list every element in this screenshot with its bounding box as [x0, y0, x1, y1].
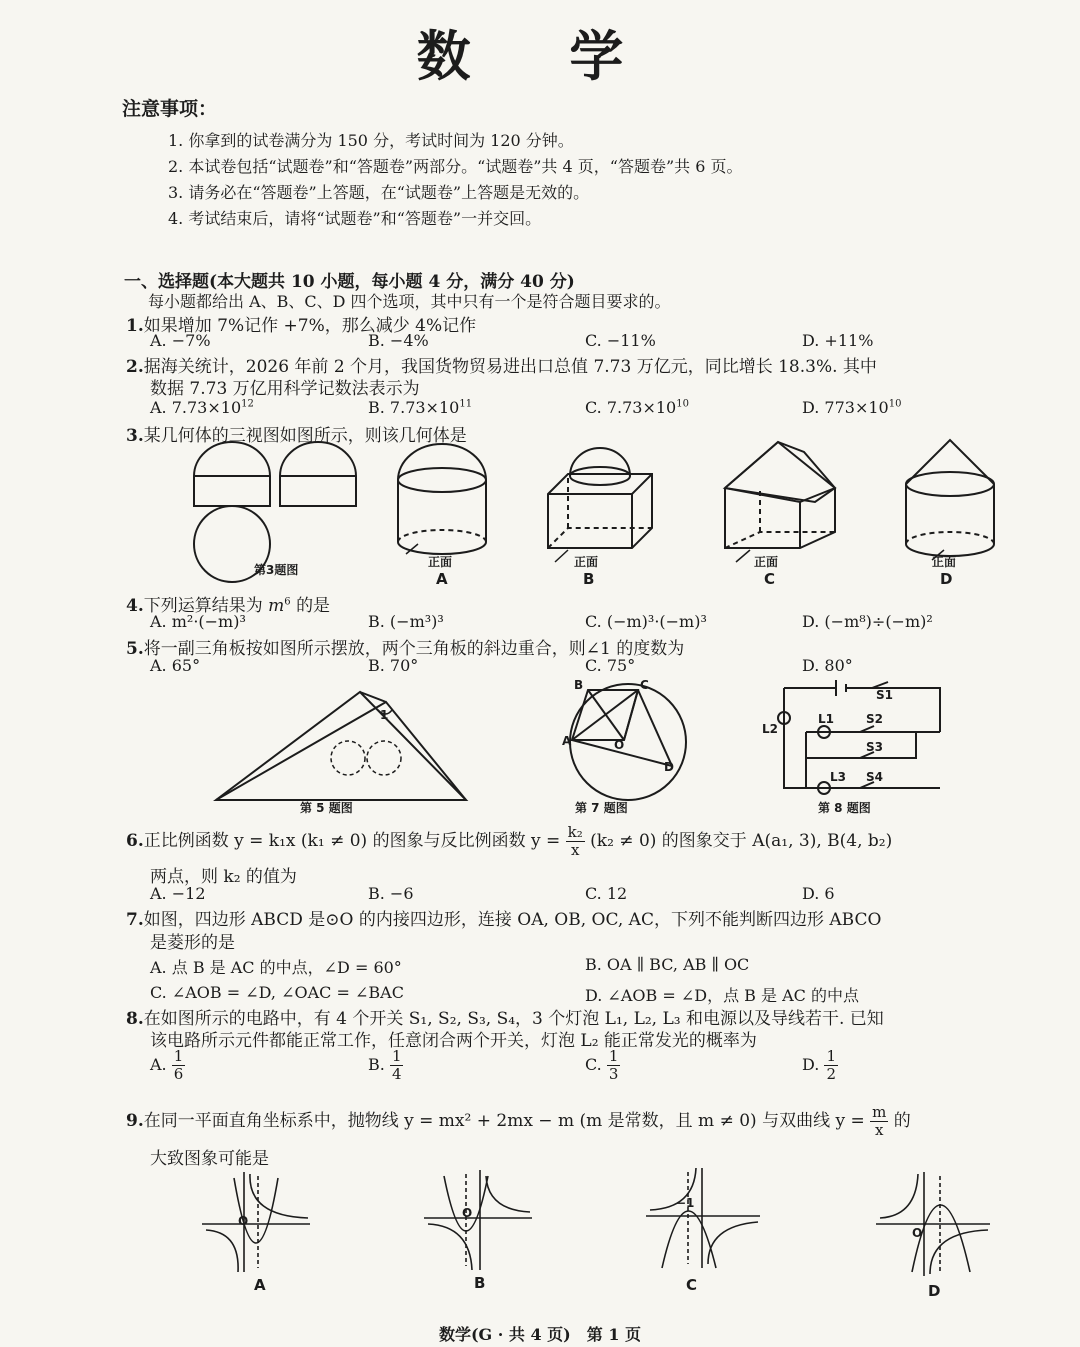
page-title: 数 学 — [416, 24, 664, 88]
notice-heading: 注意事项： — [122, 98, 218, 120]
front-label: 正面 — [574, 555, 599, 569]
question-stem: 如果增加 7%记作 +7%，那么减少 4%记作 — [143, 316, 477, 336]
option-a[interactable]: A. −12 — [150, 884, 206, 903]
point-c: C — [640, 678, 649, 692]
notice-item: 1. 你拿到的试卷满分为 150 分，考试时间为 120 分钟。 — [168, 131, 574, 150]
fig-caption: 第 5 题图 — [300, 801, 353, 815]
fig7-circle — [548, 680, 708, 810]
option-b-graph[interactable] — [420, 1166, 540, 1276]
option-b-solid[interactable] — [548, 448, 652, 562]
switch-s1: S1 — [876, 688, 893, 702]
front-label: 正面 — [754, 555, 779, 569]
option-d[interactable]: D. 80° — [802, 656, 853, 675]
option-a[interactable]: A. $7.73\times 10^{12}$ — [150, 398, 254, 417]
front-label: 正面 — [428, 555, 453, 569]
option-c-graph[interactable] — [642, 1164, 766, 1274]
option-c-solid[interactable] — [725, 442, 835, 562]
point-b: B — [574, 678, 584, 692]
fig5-triangles — [210, 688, 470, 808]
option-d[interactable]: D. $\frac{1}{2}$ — [802, 1047, 836, 1083]
option-label-c[interactable]: C — [764, 570, 776, 588]
option-c[interactable]: C. 12 — [585, 884, 628, 903]
notice-item: 2. 本试卷包括“试题卷”和“答题卷”两部分。“试题卷”共 4 页，“答题卷”共 6 页。 — [168, 157, 743, 176]
option-d[interactable]: D. (−m⁸)÷(−m)² — [802, 612, 933, 631]
switch-s2: S2 — [866, 712, 883, 726]
option-label-b[interactable]: B — [474, 1274, 486, 1292]
option-c[interactable]: C. ∠AOB = ∠D, ∠OAC = ∠BAC — [150, 983, 404, 1002]
fraction: $\frac{m}{x}$ — [872, 1103, 887, 1139]
switch-s3: S3 — [866, 740, 883, 754]
question-number: 7. — [126, 910, 144, 930]
option-d[interactable]: D. 6 — [802, 884, 835, 903]
question-number: 8. — [126, 1009, 144, 1029]
option-b[interactable]: B. −6 — [368, 884, 414, 903]
question-number: 4. — [126, 596, 144, 616]
option-a-solid[interactable] — [398, 444, 486, 554]
switch-s4: S4 — [866, 770, 883, 784]
point-d: D — [664, 760, 674, 774]
question-stem-line2: 该电路所示元件都能正常工作，任意闭合两个开关，灯泡 L₂ 能正常发光的概率为 — [150, 1031, 757, 1051]
fig8-circuit — [776, 684, 946, 800]
option-d-graph[interactable] — [872, 1168, 996, 1280]
front-label: 正面 — [932, 555, 957, 569]
option-c[interactable]: C. $\frac{1}{3}$ — [585, 1047, 619, 1083]
question-7 — [126, 905, 881, 930]
option-d[interactable]: D. $773\times 10^{10}$ — [802, 398, 902, 417]
question-stem: 据海关统计，2026 年前 2 个月，我国货物贸易进出口总值 7.73 万亿元，同比增长 18.3%. 其中 — [143, 357, 877, 377]
option-label-b[interactable]: B — [583, 570, 595, 588]
fraction: $\frac{\text{k₂}}{x}$ — [567, 823, 583, 859]
question-stem-line2: 大致图象可能是 — [150, 1149, 269, 1169]
option-b[interactable]: B. (−m³)³ — [368, 612, 444, 631]
q3-figures — [180, 436, 1060, 596]
question-number: 9. — [126, 1111, 144, 1131]
option-b[interactable]: B. $7.73\times 10^{11}$ — [368, 398, 473, 417]
question-number: 6. — [126, 831, 144, 851]
option-label-a[interactable]: A — [254, 1276, 266, 1294]
question-stem-line2: 是菱形的是 — [150, 933, 235, 953]
page-footer: 数学(G · 共 4 页) 第 1 页 — [438, 1325, 642, 1344]
option-c[interactable]: C. 75° — [585, 656, 636, 675]
minus-one-label: −1 — [676, 1196, 695, 1210]
option-a[interactable]: A. $\frac{1}{6}$ — [150, 1047, 184, 1083]
option-b[interactable]: B. $\frac{1}{4}$ — [368, 1047, 402, 1083]
question-stem-line2: 数据 7.73 万亿用科学记数法表示为 — [150, 379, 420, 399]
option-b[interactable]: B. −4% — [368, 331, 429, 350]
notice-item: 4. 考试结束后，请将“试题卷”和“答题卷”一并交回。 — [168, 209, 542, 228]
lamp-l2: L2 — [762, 722, 778, 736]
option-a[interactable]: A. 65° — [150, 656, 201, 675]
question-stem: 将一副三角板按如图所示摆放，两个三角板的斜边重合，则∠1 的度数为 — [143, 639, 685, 659]
point-a: A — [562, 734, 572, 748]
question-stem: 某几何体的三视图如图所示，则该几何体是 — [143, 426, 467, 446]
question-stem: 在如图所示的电路中，有 4 个开关 S₁, S₂, S₃, S₄，3 个灯泡 L₁, L₂, L₃ 和电源以及导线若干. 已知 — [143, 1009, 884, 1029]
question-4: 4.下列运算结果为 $m^6$ 的是 — [126, 596, 331, 616]
question-number: 3. — [126, 426, 144, 446]
question-number: 1. — [126, 316, 144, 336]
notice-item: 3. 请务必在“答题卷”上答题，在“试题卷”上答题是无效的。 — [168, 183, 590, 202]
question-number: 5. — [126, 639, 144, 659]
option-a-graph[interactable] — [198, 1168, 318, 1278]
option-c[interactable]: C. $7.73\times 10^{10}$ — [585, 398, 689, 417]
section-title: 一、选择题(本大题共 10 小题，每小题 4 分，满分 40 分) — [124, 272, 575, 292]
question-6: 6.正比例函数 y = k₁x (k₁ ≠ 0) 的图象与反比例函数 y = $\frac{\text{k₂}}{x}$ (k₂ ≠ 0) 的图象交于 A(a₁, 3), B(4, b₂) — [126, 823, 893, 859]
lamp-l1: L1 — [818, 712, 834, 726]
origin-label: O — [912, 1226, 923, 1240]
option-a[interactable]: A. m²·(−m)³ — [150, 612, 246, 631]
fig-caption: 第 7 题图 — [575, 801, 628, 815]
option-label-d[interactable]: D — [928, 1282, 941, 1300]
option-a[interactable]: A. −7% — [150, 331, 211, 350]
option-label-c[interactable]: C — [686, 1276, 698, 1294]
origin-label: O — [238, 1214, 249, 1228]
question-stem-line2: 两点，则 k₂ 的值为 — [150, 867, 297, 887]
question-number: 2. — [126, 357, 144, 377]
angle-1-label: 1 — [380, 708, 389, 722]
section-subtitle: 每小题都给出 A、B、C、D 四个选项，其中只有一个是符合题目要求的。 — [148, 292, 671, 311]
option-d-solid[interactable] — [906, 440, 994, 560]
option-b[interactable]: B. OA ∥ BC, AB ∥ OC — [585, 955, 750, 974]
question-stem: 如图，四边形 ABCD 是⊙O 的内接四边形，连接 OA, OB, OC, AC，下列不能判断四边形 ABCO — [143, 910, 882, 930]
option-b[interactable]: B. 70° — [368, 656, 419, 675]
origin-label: O — [462, 1206, 473, 1220]
option-label-d[interactable]: D — [940, 570, 953, 588]
option-d[interactable]: D. +11% — [802, 331, 874, 350]
option-c[interactable]: C. −11% — [585, 331, 656, 350]
option-d[interactable]: D. ∠AOB = ∠D，点 B 是 AC 的中点 — [585, 986, 859, 1005]
fig-caption: 第3题图 — [254, 563, 299, 577]
option-a[interactable]: A. 点 B 是 AC 的中点，∠D = 60° — [150, 958, 402, 977]
lamp-l3: L3 — [830, 770, 846, 784]
fig-caption: 第 8 题图 — [818, 801, 871, 815]
question-9: 9.在同一平面直角坐标系中，抛物线 y = mx² + 2mx − m (m 是常数，且 m ≠ 0) 与双曲线 y = $\frac{m}{x}$ 的 — [126, 1103, 911, 1139]
point-o: O — [614, 738, 625, 752]
option-label-a[interactable]: A — [436, 570, 448, 588]
option-c[interactable]: C. (−m)³·(−m)³ — [585, 612, 707, 631]
